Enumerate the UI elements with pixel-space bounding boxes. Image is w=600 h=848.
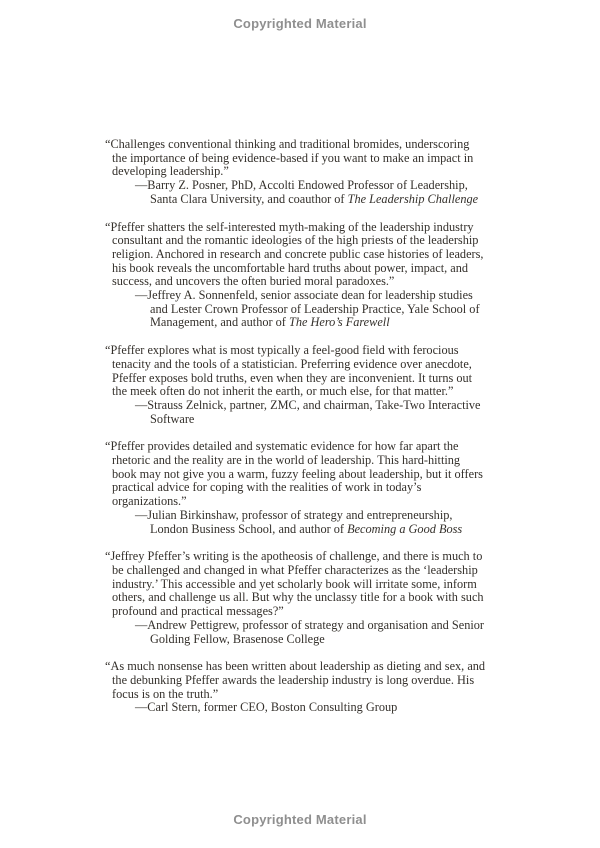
book-title: The Hero’s Farewell <box>288 315 390 330</box>
copyright-notice-top: Copyrighted Material <box>233 16 367 31</box>
quote-text: “Jeffrey Pfeffer’s writing is the apotheosis of challenge, and there is much to be challenged and changed in what Pfeffer characterizes as the ‘leadership industry.’ This accessible and yet scholarly book will irritate some, inform others, and challenge us all. But why the unclassy title for a book with such profound and practical messages?” <box>105 549 484 619</box>
quote-text: “Pfeffer shatters the self-interested myth-making of the leadership industry consultant and the romantic ideologies of the high priests of the leadership religion. Anchored in research and concrete public case histories of leaders, his book reveals the uncomfortable hard truths about power, impact, and success, and uncovers the often buried moral paradoxes.” <box>105 219 484 289</box>
attribution-text: —Jeffrey A. Sonnenfeld, senior associate dean for leadership studies and Lester Crown Professor of Leadership Practice, Yale School of Management, and author of <box>135 288 480 330</box>
quote-attribution <box>105 289 487 330</box>
endorsement-quote <box>105 660 487 715</box>
quote-text: “Pfeffer explores what is most typically a feel-good field with ferocious tenacity and the tools of a statistician. Preferring evidence over anecdote, Pfeffer exposes bold truths, even when they are inconvenient. It turns out the meek often do not inherit the earth, or much else, for that matter.” <box>105 343 473 399</box>
attribution-text: —Andrew Pettigrew, professor of strategy and organisation and Senior Golding Fellow, Brasenose College <box>135 617 485 646</box>
quote-text: “As much nonsense has been written about leadership as dieting and sex, and the debunking Pfeffer awards the leadership industry is long overdue. His focus is on the truth.” <box>105 659 486 701</box>
endorsement-quote <box>105 440 487 536</box>
quote-attribution <box>105 509 487 536</box>
attribution-text: —Strauss Zelnick, partner, ZMC, and chairman, Take-Two Interactive Software <box>135 397 481 426</box>
attribution-text: —Julian Birkinshaw, professor of strategy and entrepreneurship, London Business School, and author of <box>135 507 453 536</box>
quote-attribution <box>105 701 487 715</box>
endorsement-quote <box>105 138 487 207</box>
quote-text: “Pfeffer provides detailed and systematic evidence for how far apart the rhetoric and the reality are in the world of leadership. This hard-hitting book may not give you a warm, fuzzy feeling about leadership, but it offers practical advice for coping with the realities of work in today’s organizations.” <box>105 439 483 509</box>
endorsement-quote <box>105 550 487 646</box>
book-title: Becoming a Good Boss <box>347 521 463 536</box>
quote-attribution <box>105 619 487 646</box>
quote-text: “Challenges conventional thinking and traditional bromides, underscoring the importance of being evidence-based if you want to make an impact in developing leadership.” <box>105 137 474 179</box>
endorsements-list <box>105 138 487 729</box>
attribution-text: —Barry Z. Posner, PhD, Accolti Endowed Professor of Leadership, Santa Clara University, and coauthor of <box>135 178 468 206</box>
attribution-text: —Carl Stern, former CEO, Boston Consulting Group <box>135 700 398 715</box>
quote-attribution <box>105 399 487 426</box>
endorsement-quote <box>105 344 487 426</box>
endorsement-quote <box>105 221 487 331</box>
copyright-notice-bottom: Copyrighted Material <box>233 812 367 827</box>
book-title: The Leadership Challenge <box>347 191 479 206</box>
quote-attribution <box>105 179 487 206</box>
